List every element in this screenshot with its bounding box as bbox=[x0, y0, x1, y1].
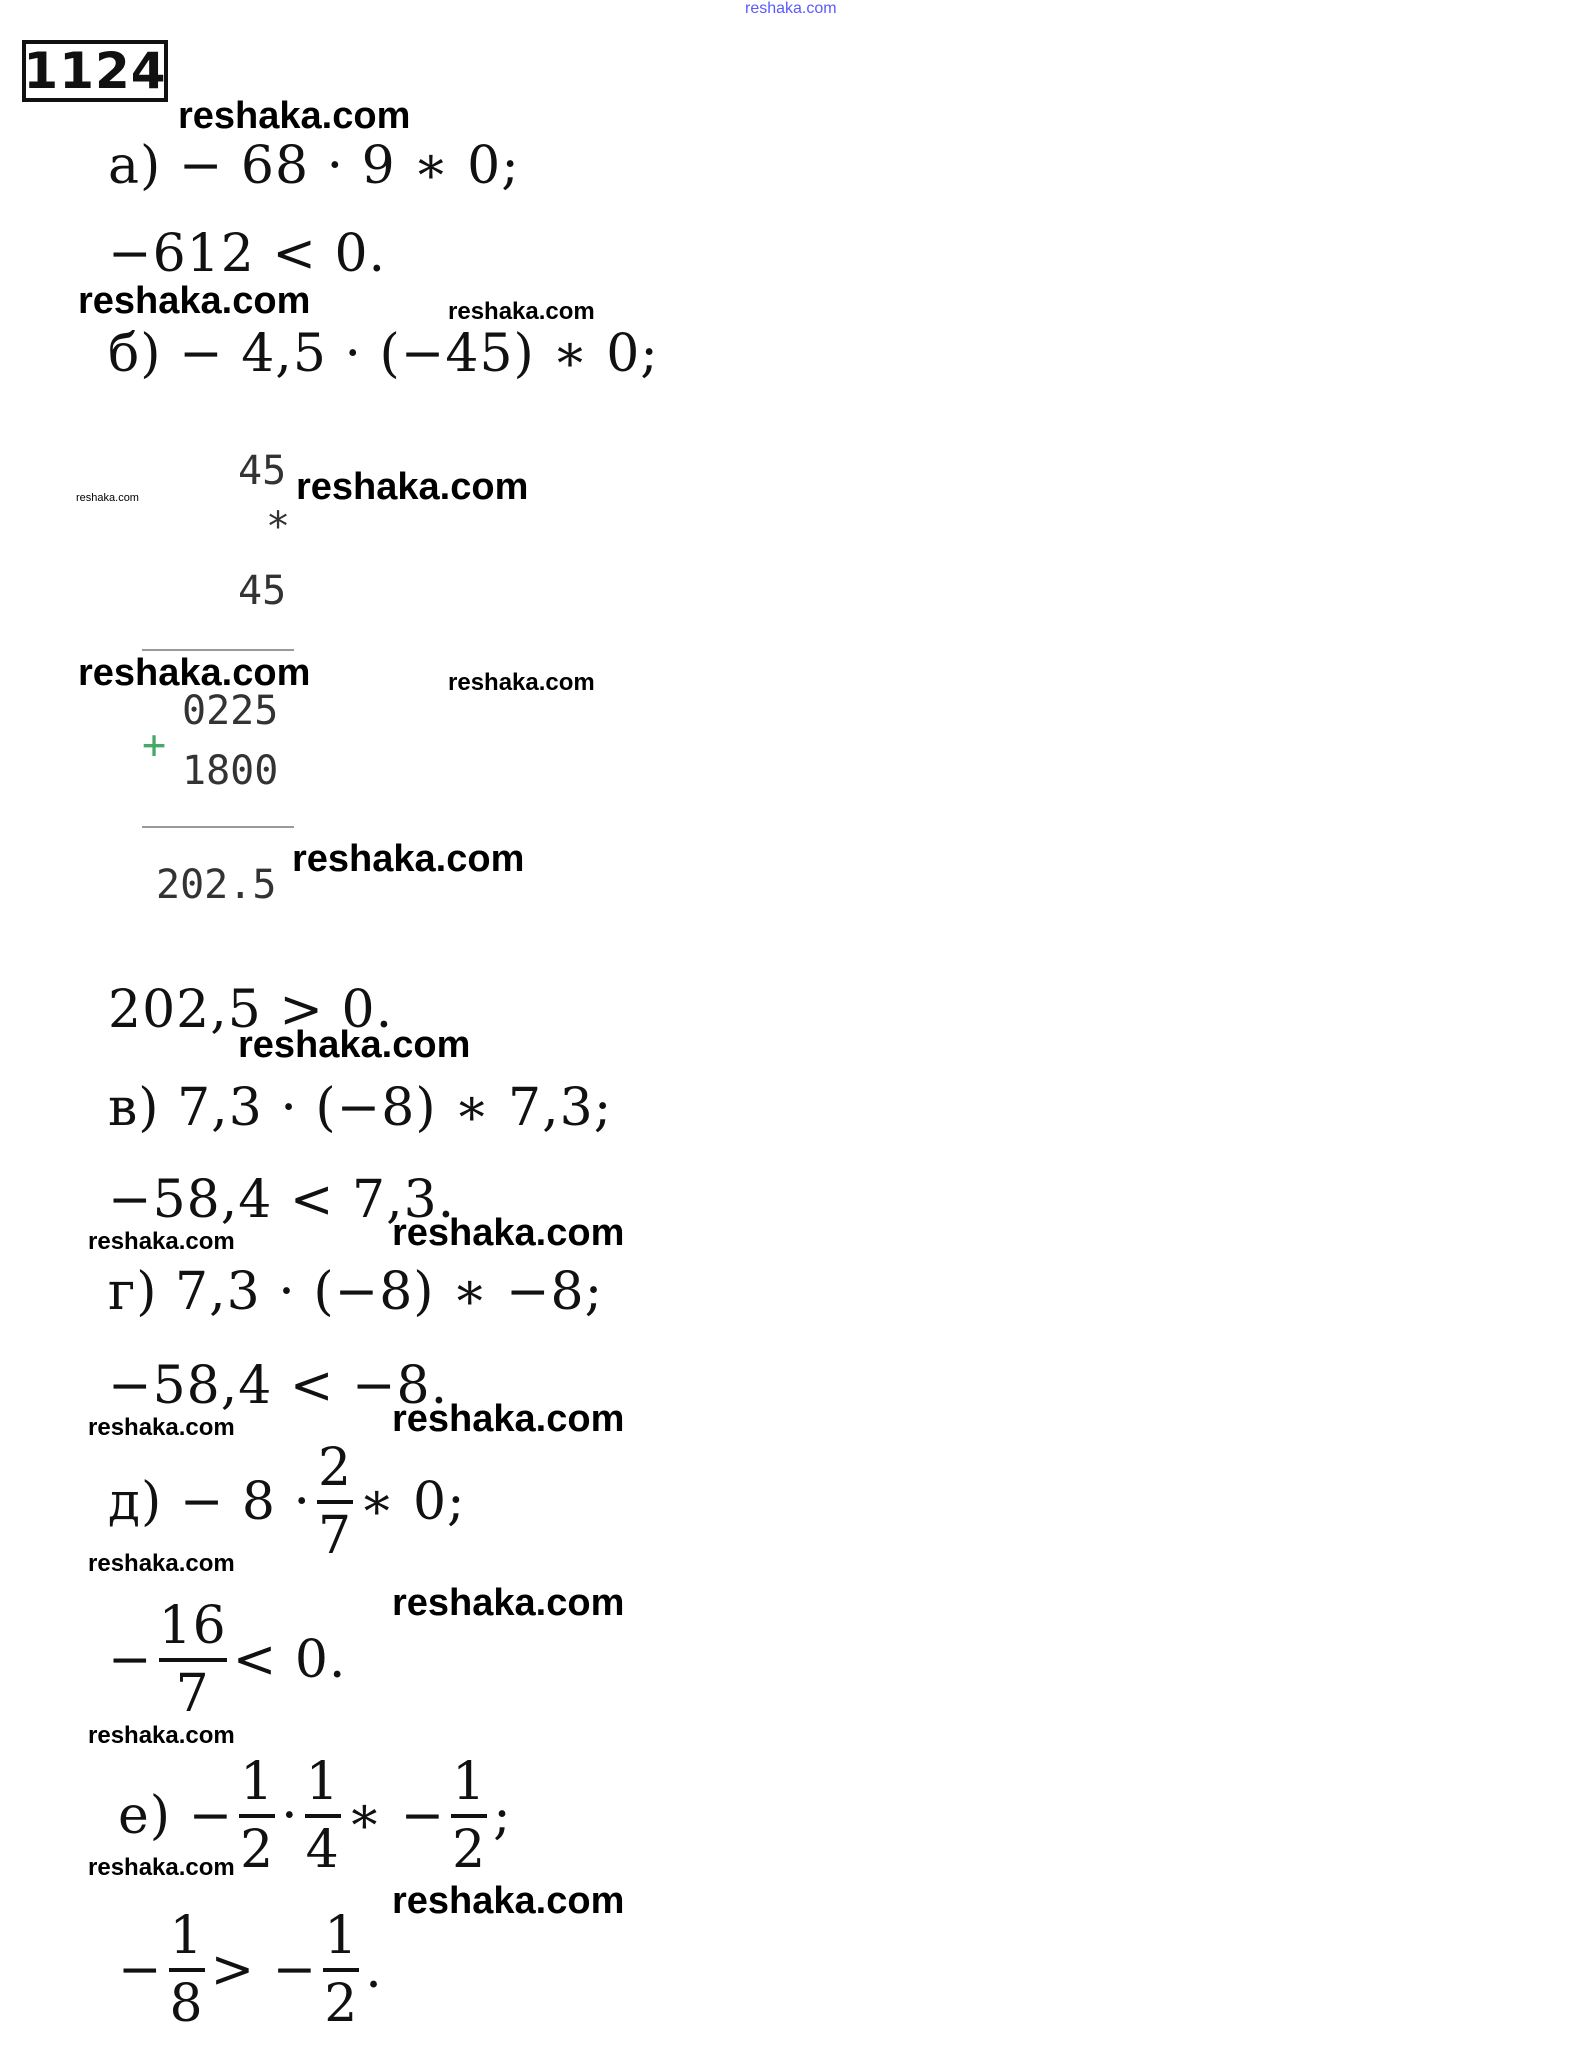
line-g-result: −58,4 < −8. bbox=[108, 1356, 449, 1416]
watermark: reshaka.com bbox=[88, 1550, 235, 1577]
e-dot: · bbox=[281, 1786, 299, 1846]
e-res-end: . bbox=[365, 1940, 383, 2000]
column-operator: * bbox=[266, 504, 291, 550]
e-r1-den: 8 bbox=[169, 1974, 204, 2034]
line-b-expression: б) − 4,5 · (−45) ∗ 0; bbox=[108, 324, 659, 384]
watermark: reshaka.com bbox=[448, 298, 595, 325]
fraction-bar bbox=[159, 1658, 227, 1662]
d-res-den: 7 bbox=[175, 1664, 210, 1724]
watermark: reshaka.com bbox=[76, 492, 139, 504]
e-r2-den: 2 bbox=[324, 1974, 359, 2034]
e-prefix: е) − bbox=[118, 1786, 234, 1846]
e-f2-num: 1 bbox=[305, 1752, 340, 1812]
d-res-num: 16 bbox=[158, 1596, 227, 1656]
e-fraction-2 bbox=[305, 1752, 341, 1880]
column-rule-1 bbox=[142, 649, 294, 651]
line-a-expression: а) − 68 · 9 ∗ 0; bbox=[108, 136, 520, 196]
task-number: 1124 bbox=[23, 42, 167, 100]
column-plus: + bbox=[142, 722, 167, 768]
d-fraction bbox=[317, 1438, 353, 1566]
e-f3-num: 1 bbox=[452, 1752, 487, 1812]
watermark: reshaka.com bbox=[448, 669, 595, 696]
e-semicolon: ; bbox=[493, 1786, 512, 1846]
watermark: reshaka.com bbox=[78, 280, 311, 322]
fraction-bar bbox=[323, 1968, 359, 1972]
line-v-result: −58,4 < 7,3. bbox=[108, 1170, 456, 1230]
watermark: reshaka.com bbox=[88, 1228, 235, 1255]
d-frac-num: 2 bbox=[318, 1438, 353, 1498]
watermark: reshaka.com bbox=[88, 1854, 235, 1881]
watermark-top: reshaka.com bbox=[745, 0, 837, 17]
e-res-minus: − bbox=[118, 1940, 163, 2000]
e-fraction-1 bbox=[239, 1752, 275, 1880]
watermark: reshaka.com bbox=[296, 466, 529, 508]
watermark: reshaka.com bbox=[392, 1398, 625, 1440]
column-partial-1: 0225 bbox=[182, 688, 279, 734]
fraction-bar bbox=[239, 1814, 275, 1818]
d-res-suffix: < 0. bbox=[232, 1630, 347, 1690]
e-op: ∗ − bbox=[346, 1786, 446, 1846]
e-fraction-3 bbox=[451, 1752, 487, 1880]
watermark: reshaka.com bbox=[392, 1212, 625, 1254]
line-e-result bbox=[118, 1906, 383, 2034]
column-second: 45 bbox=[238, 568, 287, 614]
e-r1-num: 1 bbox=[169, 1906, 204, 1966]
d-prefix: д) − 8 · bbox=[108, 1472, 312, 1532]
e-result-fraction-2 bbox=[323, 1906, 359, 2034]
d-frac-den: 7 bbox=[318, 1506, 353, 1566]
e-f3-den: 2 bbox=[452, 1820, 487, 1880]
column-rule-2 bbox=[142, 826, 294, 828]
column-result: 202.5 bbox=[156, 862, 277, 908]
watermark: reshaka.com bbox=[392, 1582, 625, 1624]
e-r2-num: 1 bbox=[324, 1906, 359, 1966]
watermark: reshaka.com bbox=[292, 838, 525, 880]
d-res-minus: − bbox=[108, 1630, 153, 1690]
fraction-bar bbox=[451, 1814, 487, 1818]
line-v-expression: в) 7,3 · (−8) ∗ 7,3; bbox=[108, 1078, 613, 1138]
line-b-result: 202,5 > 0. bbox=[108, 980, 394, 1040]
fraction-bar bbox=[305, 1814, 341, 1818]
column-partial-2: 1800 bbox=[182, 748, 279, 794]
watermark: reshaka.com bbox=[78, 652, 311, 694]
fraction-bar bbox=[169, 1968, 205, 1972]
watermark: reshaka.com bbox=[238, 1024, 471, 1066]
watermark: reshaka.com bbox=[178, 95, 411, 137]
watermark: reshaka.com bbox=[392, 1880, 625, 1922]
e-f1-den: 2 bbox=[240, 1820, 275, 1880]
e-res-op: > − bbox=[210, 1940, 318, 2000]
line-a-result: −612 < 0. bbox=[108, 224, 387, 284]
fraction-bar bbox=[317, 1500, 353, 1504]
d-result-fraction bbox=[158, 1596, 227, 1724]
line-d-result bbox=[108, 1596, 347, 1724]
watermark: reshaka.com bbox=[88, 1722, 235, 1749]
e-f2-den: 4 bbox=[305, 1820, 340, 1880]
line-g-expression: г) 7,3 · (−8) ∗ −8; bbox=[108, 1262, 604, 1322]
d-suffix: ∗ 0; bbox=[359, 1472, 466, 1532]
e-result-fraction-1 bbox=[169, 1906, 205, 2034]
watermark: reshaka.com bbox=[88, 1414, 235, 1441]
e-f1-num: 1 bbox=[240, 1752, 275, 1812]
column-top: 45 bbox=[238, 448, 287, 494]
